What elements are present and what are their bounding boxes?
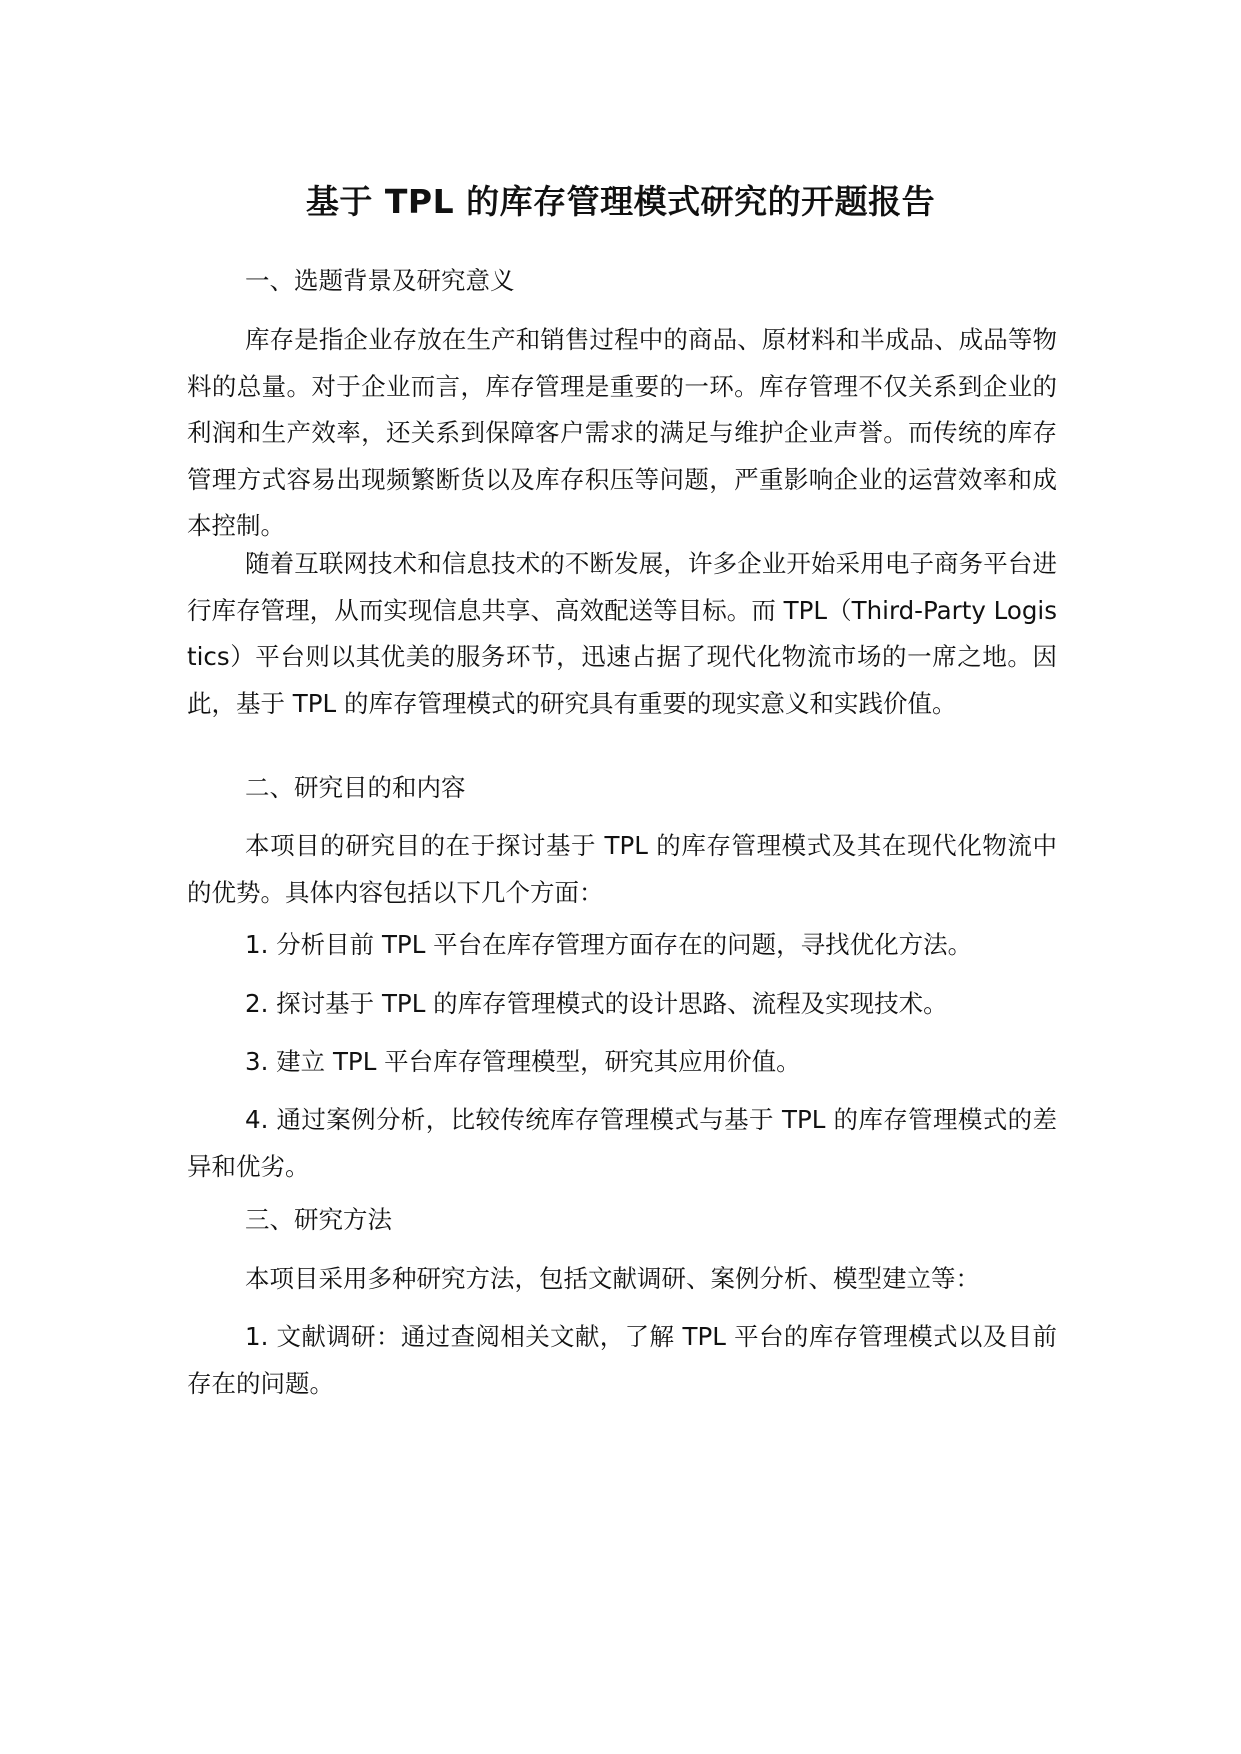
section-heading-methods: 三、研究方法 — [245, 1205, 392, 1234]
list-item-objective-2: 2. 探讨基于 TPL 的库存管理模式的设计思路、流程及实现技术。 — [245, 989, 948, 1018]
list-item-objective-1: 1. 分析目前 TPL 平台在库存管理方面存在的问题，寻找优化方法。 — [245, 930, 973, 959]
paragraph-methods-intro: 本项目采用多种研究方法，包括文献调研、案例分析、模型建立等： — [245, 1264, 980, 1293]
list-item-method-1: 1. 文献调研：通过查阅相关文献，了解 TPL 平台的库存管理模式以及目前存在的问题。 — [187, 1322, 1057, 1398]
section-heading-objectives: 二、研究目的和内容 — [245, 773, 466, 802]
section-heading-background: 一、选题背景及研究意义 — [245, 266, 515, 295]
paragraph-objectives-intro: 本项目的研究目的在于探讨基于 TPL 的库存管理模式及其在现代化物流中的优势。具体内容包括以下几个方面： — [187, 831, 1057, 907]
list-item-objective-4: 4. 通过案例分析，比较传统库存管理模式与基于 TPL 的库存管理模式的差异和优劣。 — [187, 1105, 1057, 1181]
document-title: 基于 TPL 的库存管理模式研究的开题报告 — [305, 182, 936, 221]
paragraph-inventory-definition: 库存是指企业存放在生产和销售过程中的商品、原材料和半成品、成品等物料的总量。对于企业而言，库存管理是重要的一环。库存管理不仅关系到企业的利润和生产效率，还关系到保障客户需求的满足与维护企业声誉。而传统的库存管理方式容易出现频繁断货以及库存积压等问题，严重影响企业的运营效率和成本控制。 — [187, 325, 1057, 540]
list-item-objective-3: 3. 建立 TPL 平台库存管理模型，研究其应用价值。 — [245, 1047, 801, 1076]
paragraph-tpl-background: 随着互联网技术和信息技术的不断发展，许多企业开始采用电子商务平台进行库存管理，从而实现信息共享、高效配送等目标。而 TPL（Third-Party Logistics）平台则以其优美的服务环节，迅速占据了现代化物流市场的一席之地。因此，基于 TPL 的库存管理模式的研究具有重要的现实意义和实践价值。 — [187, 549, 1057, 718]
